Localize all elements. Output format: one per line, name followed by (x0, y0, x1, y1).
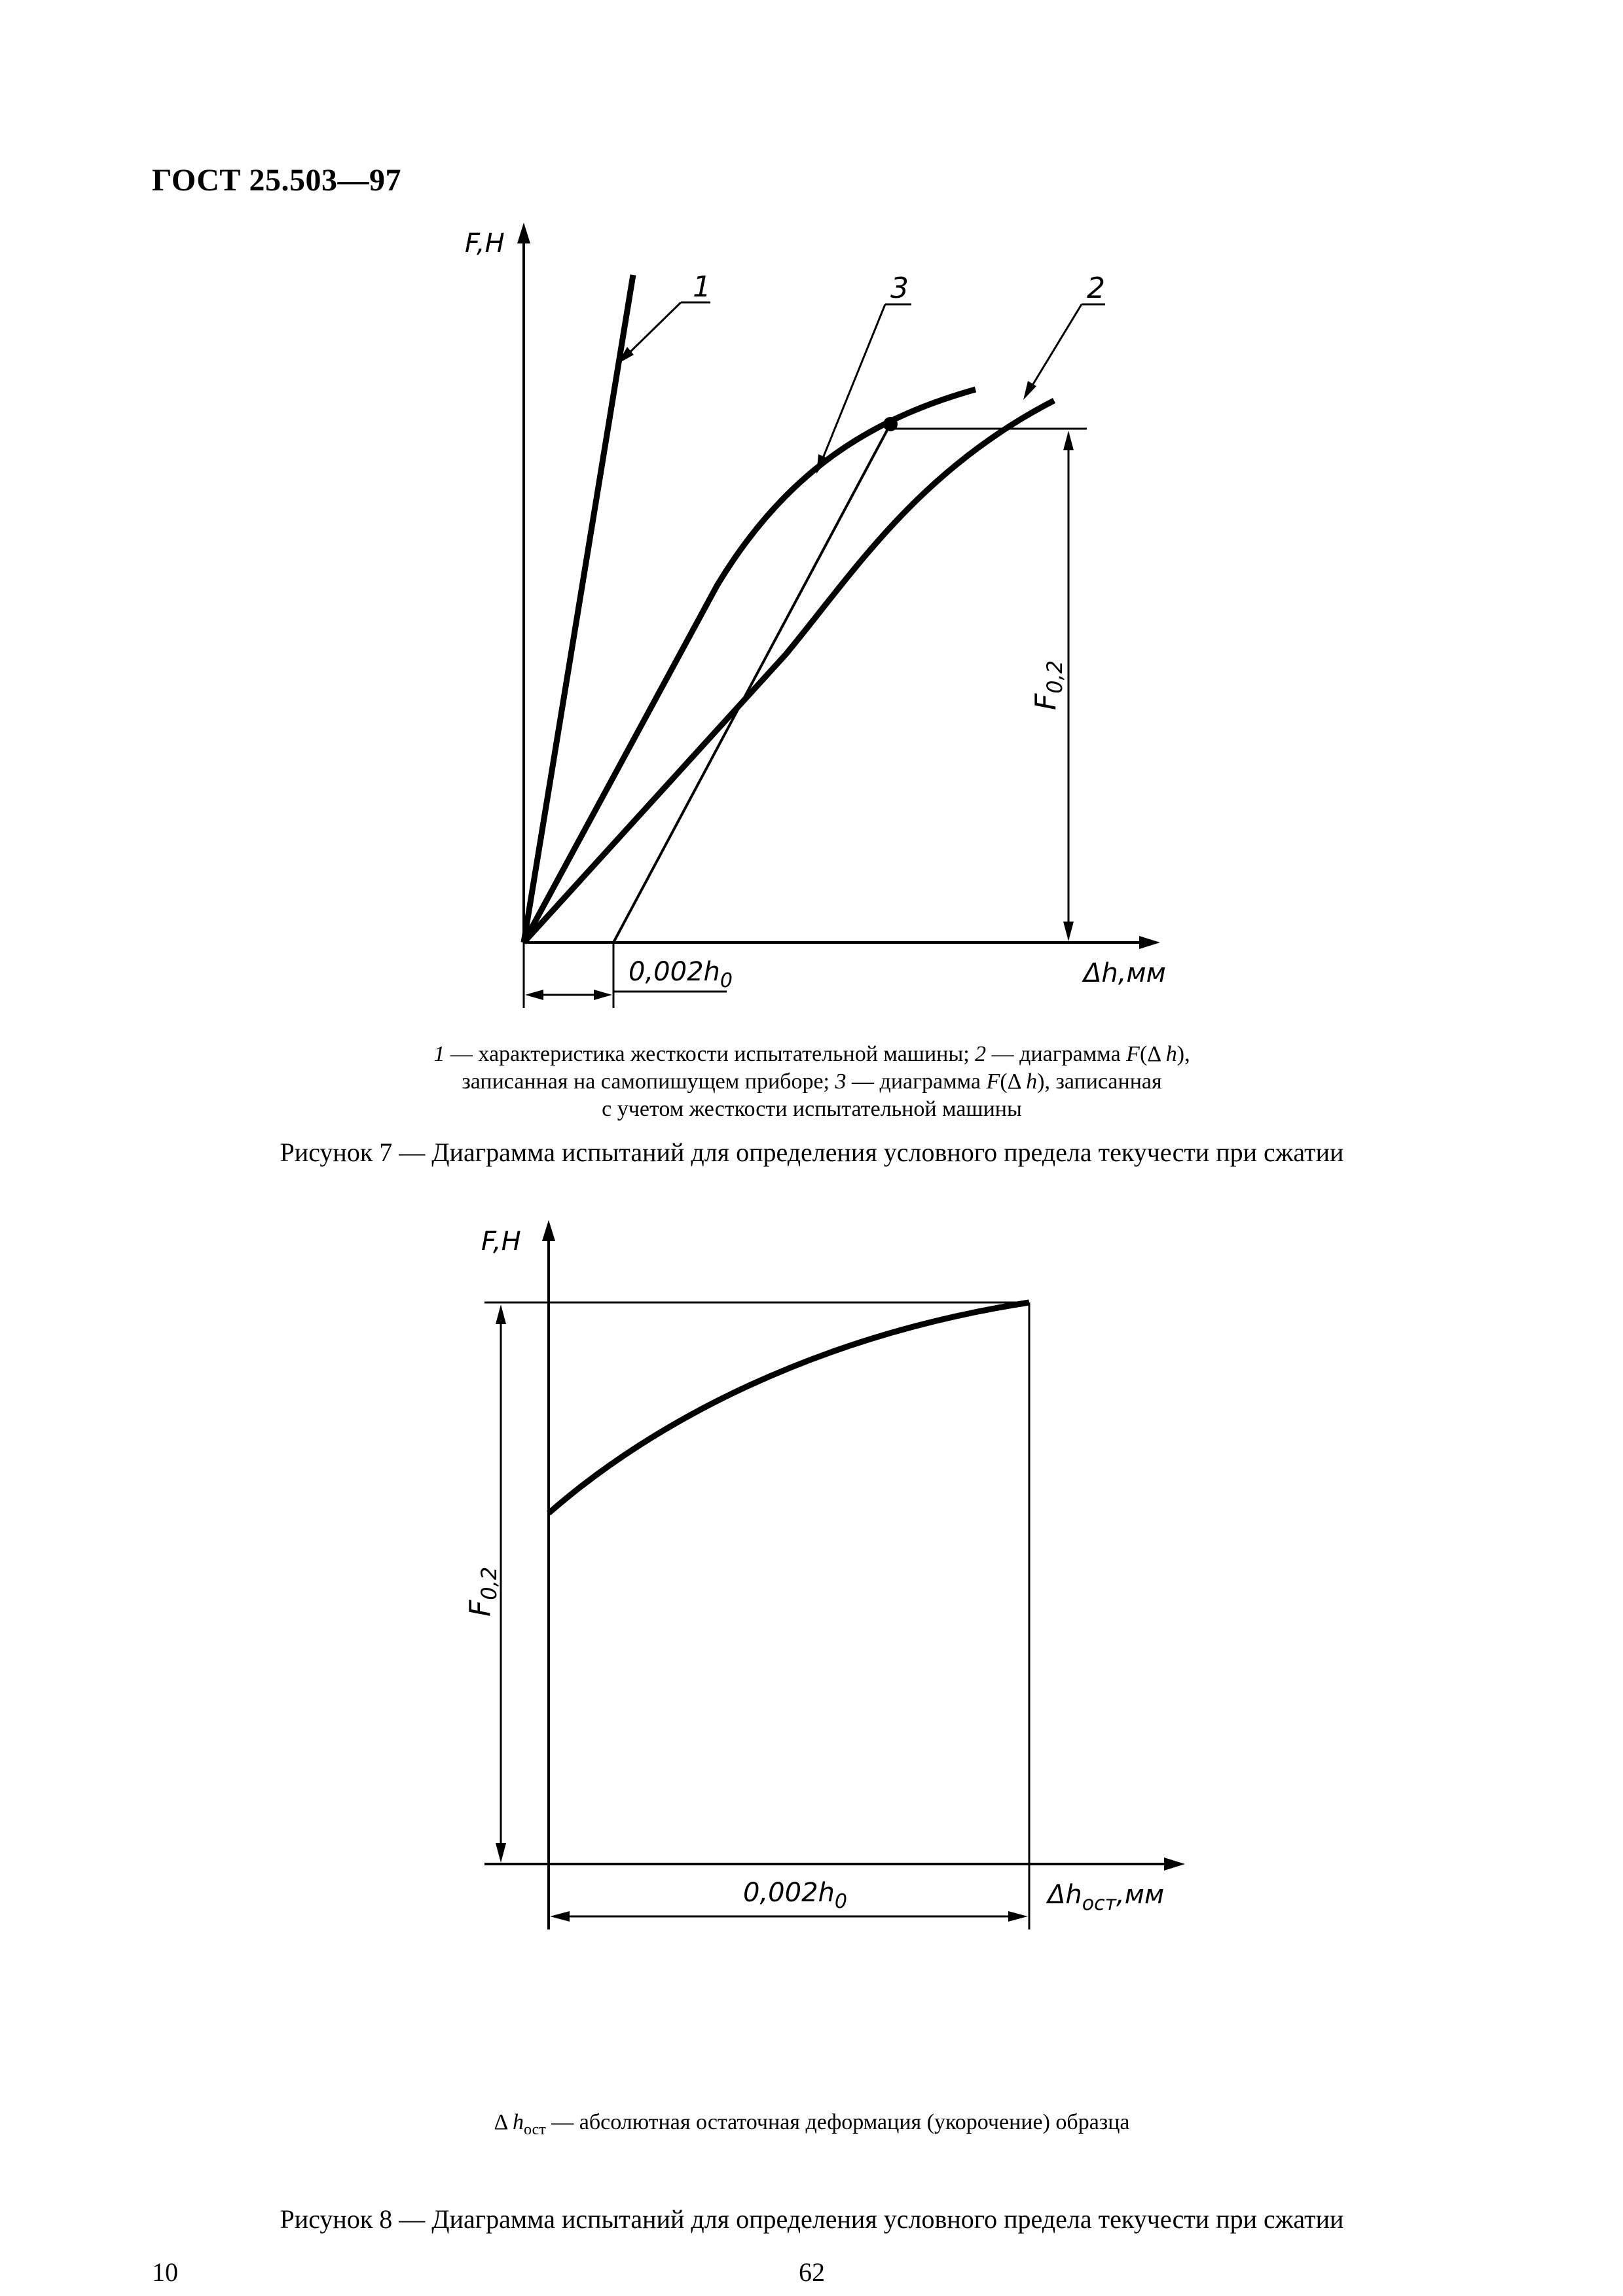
curve-3-label: 3 (890, 272, 909, 305)
y-axis-8-label: F,H (481, 1227, 521, 1257)
standard-header: ГОСТ 25.503—97 (152, 163, 401, 198)
curve-2-label: 2 (1087, 272, 1105, 305)
page-number-center: 62 (799, 2257, 825, 2287)
figure-8-diagram (0, 1204, 1623, 2055)
y-axis-label: F,H (465, 228, 505, 259)
y-axis-8-arrow (542, 1220, 555, 1241)
x-axis-8-arrow (1164, 1857, 1185, 1871)
figure-8-note: Δ $h_{ост}$ — абсолютная остаточная деформация (укорочение) образца (494, 2110, 1130, 2138)
figure-8-title: Рисунок 8 — Диаграмма испытаний для определения условного предела текучести при сжатии (280, 2204, 1344, 2234)
offset-label-8: $0,002h_0$ (743, 1878, 847, 1913)
legend-line-2: записанная на самопишущем приборе; 3 — диаграмма F(Δ h), записанная (462, 1069, 1162, 1094)
y-axis-arrow (517, 223, 530, 243)
legend-line-3: с учетом жесткости испытательной машины (602, 1097, 1022, 1121)
curve-3-corrected (524, 389, 976, 942)
page-number-left: 10 (152, 2257, 178, 2287)
curve-8 (549, 1302, 1029, 1513)
figure-7-title: Рисунок 7 — Диаграмма испытаний для определения условного предела текучести при сжатии (280, 1138, 1344, 1167)
offset-label: $0,002h_0$ (629, 957, 733, 992)
figure-7-diagram (0, 0, 1623, 1021)
legend-line-1: 1 — характеристика жесткости испытательной машины; 2 — диаграмма F(Δ h), (433, 1042, 1190, 1066)
f02-label-8: $F_{0,2}$ (464, 1566, 501, 1617)
figure-7-legend (367, 1041, 1257, 1123)
x-axis-label: Δh,мм (1084, 958, 1166, 988)
x-axis-arrow (1139, 936, 1160, 949)
offset-line (613, 424, 890, 942)
x-axis-8-label: $\Delta h_{ост},мм$ (1048, 1880, 1165, 1915)
f02-label: $F_{0,2}$ (1029, 660, 1067, 710)
curve-1-label: 1 (693, 270, 711, 304)
curve-2-recorded (524, 401, 1054, 942)
